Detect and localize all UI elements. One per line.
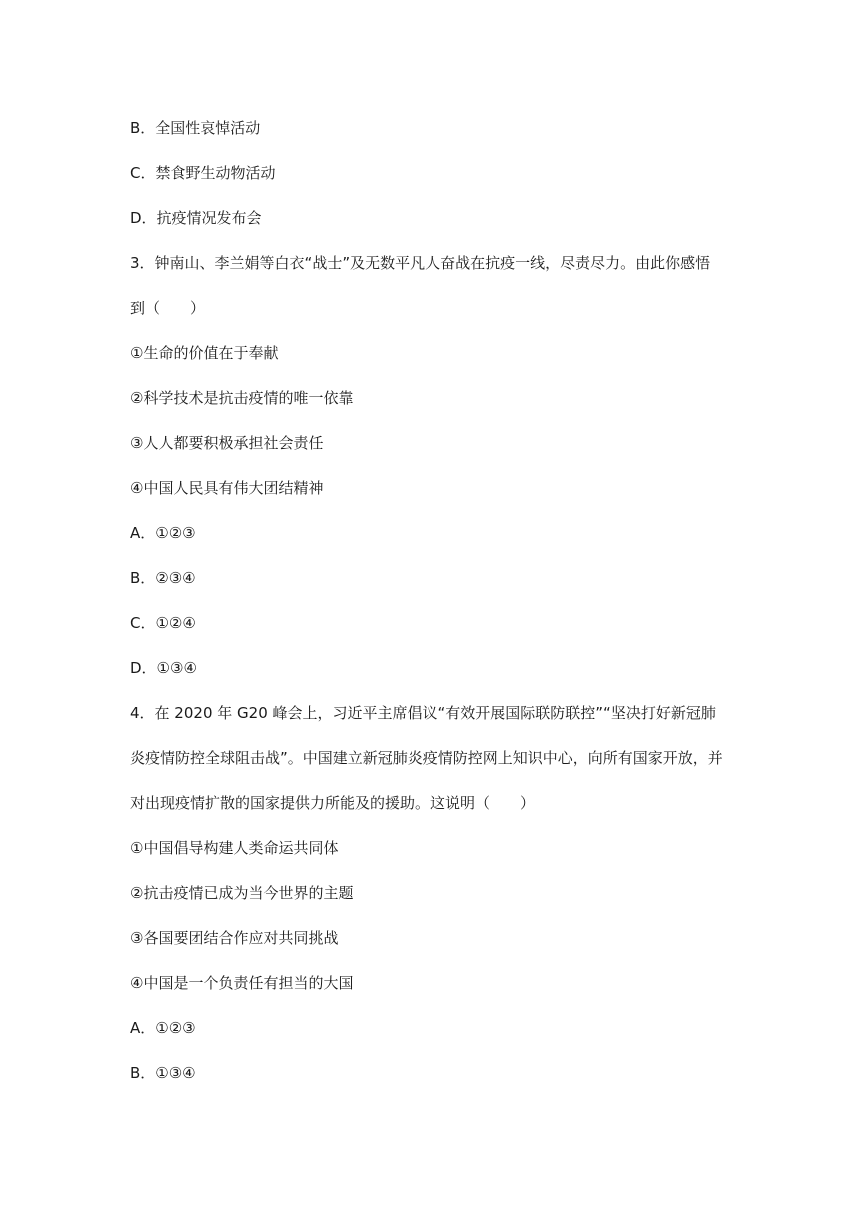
q3-statement-1: ①生命的价值在于奉献 (130, 344, 279, 362)
q4-statement-3: ③各国要团结合作应对共同挑战 (130, 929, 339, 947)
q3-option-c: C．①②④ (130, 614, 196, 632)
q3-statement-4: ④中国人民具有伟大团结精神 (130, 479, 324, 497)
q4-stem-line2: 炎疫情防控全球阻击战”。中国建立新冠肺炎疫情防控网上知识中心，向所有国家开放，并 (130, 749, 723, 767)
q2-option-b: B．全国性哀悼活动 (130, 119, 261, 137)
q4-stem-line1: 4．在 2020 年 G20 峰会上，习近平主席倡议“有效开展国际联防联控”“坚决打好新冠肺 (130, 704, 716, 722)
q4-stem-line3: 对出现疫情扩散的国家提供力所能及的援助。这说明（ ） (130, 794, 536, 812)
q4-option-b: B．①③④ (130, 1064, 196, 1082)
q3-statement-3: ③人人都要积极承担社会责任 (130, 434, 324, 452)
q4-option-a: A．①②③ (130, 1019, 196, 1037)
q3-option-b: B．②③④ (130, 569, 196, 587)
q3-statement-2: ②科学技术是抗击疫情的唯一依靠 (130, 389, 354, 407)
q4-statement-1: ①中国倡导构建人类命运共同体 (130, 839, 339, 857)
q4-statement-2: ②抗击疫情已成为当今世界的主题 (130, 884, 354, 902)
q2-option-c: C．禁食野生动物活动 (130, 164, 276, 182)
q3-option-d: D．①③④ (130, 659, 197, 677)
q3-stem-line1: 3．钟南山、李兰娟等白衣“战士”及无数平凡人奋战在抗疫一线，尽责尽力。由此你感悟 (130, 254, 711, 272)
q4-statement-4: ④中国是一个负责任有担当的大国 (130, 974, 354, 992)
q3-stem-line2: 到（ ） (130, 299, 206, 317)
q3-option-a: A．①②③ (130, 524, 196, 542)
q2-option-d: D．抗疫情况发布会 (130, 209, 262, 227)
